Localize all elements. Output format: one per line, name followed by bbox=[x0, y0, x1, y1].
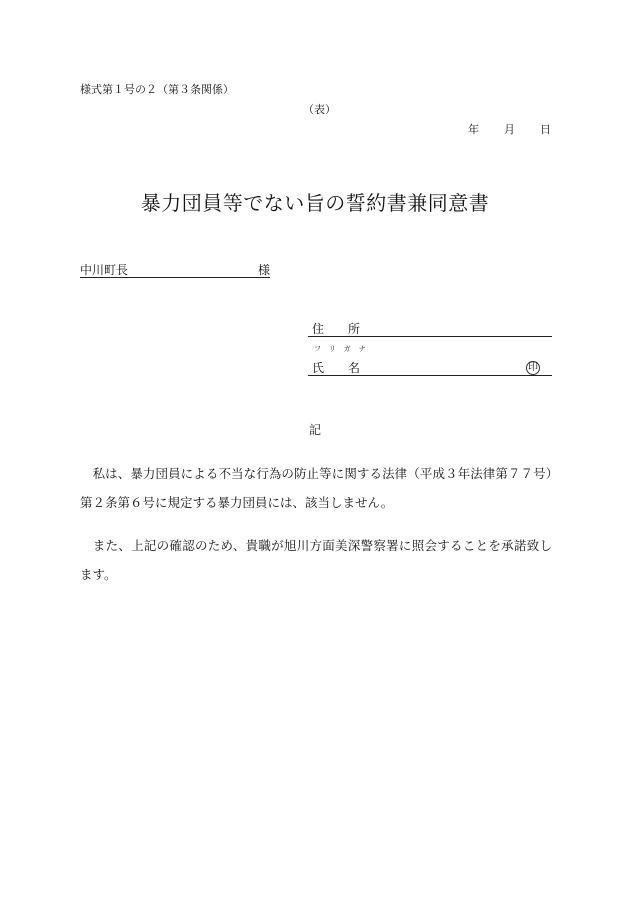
addressee-honorific: 様 bbox=[257, 263, 270, 277]
date-day-label: 日 bbox=[540, 123, 551, 136]
seal-icon: 印 bbox=[528, 362, 538, 373]
ki-heading: 記 bbox=[308, 423, 321, 437]
address-label-1: 住 bbox=[312, 322, 325, 336]
pledge-paragraph: 私は、暴力団員による不当な行為の防止等に関する法律（平成３年法律第７７号）第２条第６号に規定する暴力団員には、該当しません。 bbox=[80, 466, 552, 510]
page-title: 暴力団員等でない旨の誓約書兼同意書 bbox=[140, 191, 490, 215]
side-label: （表） bbox=[303, 103, 336, 116]
date-month-label: 月 bbox=[504, 123, 515, 136]
form-number: 様式第１号の２（第３条関係） bbox=[80, 83, 234, 96]
addressee-name: 中川町長 bbox=[80, 263, 129, 277]
date-year-label: 年 bbox=[468, 123, 479, 136]
furigana-label: フリガナ bbox=[314, 345, 374, 353]
date-line bbox=[468, 121, 551, 137]
addressee-line bbox=[80, 261, 270, 278]
name-field[interactable] bbox=[308, 359, 552, 376]
name-label-1: 氏 bbox=[312, 361, 325, 375]
address-field[interactable] bbox=[308, 320, 552, 337]
name-label-2: 名 bbox=[348, 361, 361, 375]
address-label-2: 所 bbox=[348, 322, 361, 336]
consent-paragraph: また、上記の確認のため、貴職が旭川方面美深警察署に照会することを承諾致します。 bbox=[80, 538, 552, 582]
